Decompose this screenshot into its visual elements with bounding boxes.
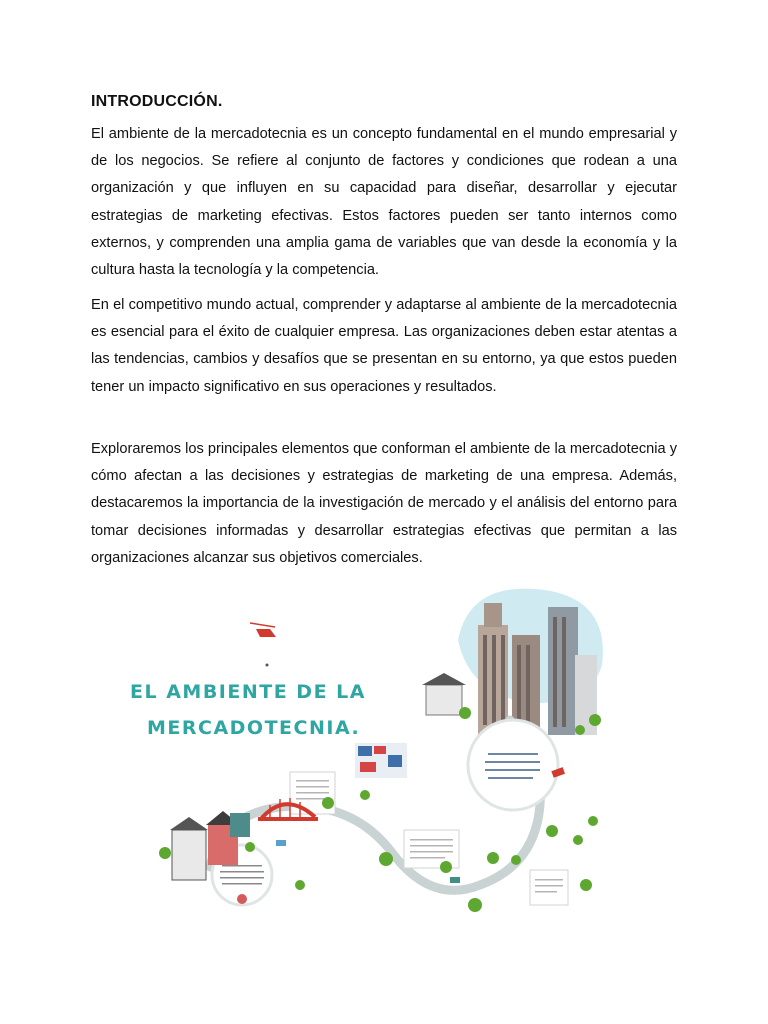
paragraph-3: Exploraremos los principales elementos que conforman el ambiente de la mercadotecnia y cómo afectan a las decisiones y estrategias de marketing de una empresa. Además, destacaremos la importancia de la investigación de mercado y el análisis del entorno para tomar decisiones informadas y desarrollar estrategias efectivas que permitan a las organizaciones alcanzar sus objetivos comerciales. [91, 441, 677, 566]
city-house [426, 685, 462, 715]
figure-title-line-2: MERCADOTECNIA. [147, 717, 361, 739]
teal-car [450, 877, 460, 883]
info-circle-top [468, 720, 558, 810]
paragraph-2: En el competitivo mundo actual, comprender y adaptarse al ambiente de la mercadotecnia es esencial para el éxito de cualquier empresa. Las organizaciones deben estar atentas a las tendencias, cambios y desafíos que se presentan en su entorno, ya que estos pueden tener un impacto significativo en sus operaciones y resultados. [91, 297, 677, 395]
blue-car [276, 840, 286, 846]
paragraph-1: El ambiente de la mercadotecnia es un concepto fundamental en el mundo empresarial y de los negocios. Se refiere al conjunto de factores y condiciones que rodean a una organización y que influyen en su capacidad para diseñar, desarrollar y ejecutar estrategias de marketing efectivas. Estos factores pueden ser tanto internos como externos, y comprenden una amplia gama de variables que van desde la economía y la cultura hasta la tecnología y la competencia. [91, 126, 677, 279]
illustration-figure [130, 585, 620, 930]
info-card-3 [530, 870, 568, 905]
helicopter-icon [250, 623, 276, 637]
section-heading: INTRODUCCIÓN. [91, 93, 223, 110]
info-card-2 [404, 830, 459, 868]
figure-title-line-1: EL AMBIENTE DE LA [130, 681, 366, 703]
city-road-illustration [150, 585, 620, 930]
